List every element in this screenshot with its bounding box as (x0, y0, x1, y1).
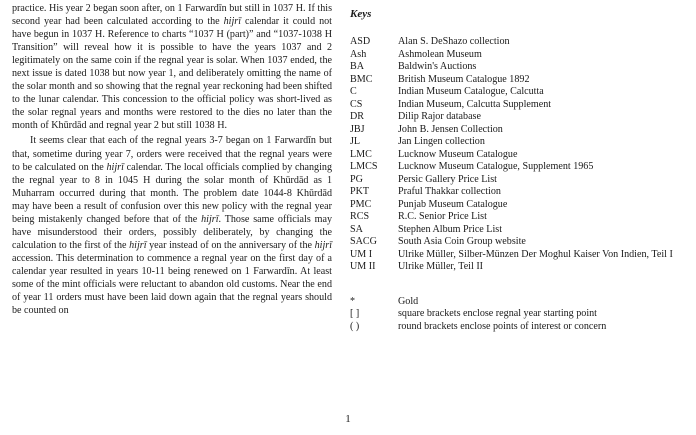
key-entry (350, 261, 690, 274)
key-definition: Baldwin's Auctions (398, 61, 477, 72)
key-abbreviation: CS (350, 98, 363, 110)
key-entry (350, 186, 690, 199)
text-segment: It seems clear that each of the regnal years 3-7 began on 1 Farwardīn but that, sometime during year 7, orders were received that the regnal years were to be calculated on the (12, 135, 332, 173)
key-entry (350, 36, 690, 49)
key-entry (350, 236, 690, 249)
keys-section (350, 8, 690, 333)
key-abbreviation: BA (350, 61, 365, 72)
key-abbreviation: BMC (350, 73, 373, 85)
italic-term: hijrī (106, 161, 124, 173)
key-definition: Punjab Museum Catalogue (398, 198, 508, 210)
text-segment: accession. This determination to commence a regnal year on the first day of a calendar year resulted in years 10-11 being renewed on 1 Farwardīn. At least some of the mint officials were reluctant to abandon old customs. Near the end of year 11 orders must have been laid down again that the regnal years should be counted on (12, 252, 332, 317)
text-segment: . Those same officials may have misunderstood their orders, possibly deliberately, by changing the calculation to the first of the (12, 213, 333, 251)
italic-term: hijrī (223, 16, 242, 28)
key-definition: Gold (398, 295, 419, 307)
key-definition: Praful Thakkar collection (398, 186, 501, 197)
key-definition: round brackets enclose points of interest or concern (398, 320, 607, 332)
key-abbreviation: JL (350, 136, 361, 147)
symbol-entry (350, 296, 690, 309)
keys-list (350, 36, 690, 274)
key-definition: Stephen Album Price List (398, 223, 503, 235)
key-definition: Ulrike Müller, Silber-Münzen Der Moghul Kaiser Von Indien, Teil I (398, 248, 673, 260)
key-abbreviation: SACG (350, 236, 377, 247)
key-entry (350, 149, 690, 162)
key-abbreviation: UM II (350, 261, 376, 272)
key-abbreviation: LMC (350, 148, 372, 160)
key-abbreviation: UM I (350, 248, 373, 260)
key-definition: Lucknow Museum Catalogue (398, 148, 518, 160)
key-definition: British Museum Catalogue 1892 (398, 73, 530, 85)
key-definition: Persic Gallery Price List (398, 173, 497, 185)
symbols-list (350, 296, 690, 334)
key-abbreviation: RCS (350, 211, 370, 222)
key-abbreviation: SA (350, 223, 363, 235)
key-entry (350, 136, 690, 149)
text-segment: practice. His year 2 began soon after, on 1 Farwardīn but still in 1037 H. If this second year had been calculated according to the (12, 3, 332, 28)
keys-heading: Keys (350, 8, 372, 20)
key-entry (350, 74, 690, 87)
key-entry (350, 161, 690, 174)
key-definition: Dilip Rajor database (398, 111, 481, 122)
key-abbreviation: ( ) (350, 320, 360, 332)
symbol-entry (350, 321, 690, 334)
body-text-column (12, 2, 332, 317)
key-entry (350, 99, 690, 112)
page-number: 1 (345, 413, 351, 425)
key-entry (350, 211, 690, 224)
key-definition: John B. Jensen Collection (398, 123, 503, 135)
text-segment: calendar. The local officials complied by changing the regnal year to 8 in 1045 H during the solar month of Khūrdād as 1 Muharram occurred during that month. The problem date 1044-8 Khūrdād may have been a result of confusion over this new policy with the regnal year being mistakenly changed before that of the (12, 161, 332, 225)
key-abbreviation: LMCS (350, 161, 378, 172)
italic-term: hijrī (314, 239, 333, 251)
key-entry (350, 124, 690, 137)
key-definition: Ashmolean Museum (398, 48, 482, 60)
key-abbreviation: C (350, 86, 357, 97)
key-abbreviation: DR (350, 111, 365, 122)
key-definition: Indian Museum Catalogue, Calcutta (398, 86, 544, 97)
key-abbreviation: ASD (350, 36, 371, 47)
key-abbreviation: * (350, 295, 356, 307)
text-segment: year instead of on the anniversary of the (146, 239, 315, 251)
key-abbreviation: PMC (350, 198, 372, 210)
key-definition: square brackets enclose regnal year starting point (398, 308, 597, 319)
key-definition: R.C. Senior Price List (398, 211, 487, 222)
keys-spacer (350, 274, 690, 296)
key-definition: Ulrike Müller, Teil II (398, 261, 484, 272)
paragraph-1 (12, 2, 332, 132)
key-definition: South Asia Coin Group website (398, 236, 526, 247)
key-abbreviation: PG (350, 173, 363, 185)
italic-term: hijrī (129, 239, 147, 251)
key-entry (350, 249, 690, 262)
text-segment: calendar it could not have begun in 1037 H. Reference to charts “1037 H (part)” and “1037-1038 H Transition” will reveal how it is possible to have the years 1037 and 2 legitimately on the same coin if the regnal year is solar. When 1037 ended, the next issue is dated 1038 but now year 1, and deliberately omitting the name of the solar month and so showing that the regnal year reckoning had been shifted to the lunar calendar. This concession to the official policy was short-lived as the solar regnal years and months were restored to the dies no later than the month of Khūrdād and regnal year 2 but still 1038 H. (12, 16, 332, 132)
key-definition: Alan S. DeShazo collection (398, 36, 510, 47)
key-definition: Jan Lingen collection (398, 136, 485, 147)
key-abbreviation: JBJ (350, 123, 365, 135)
key-definition: Indian Museum, Calcutta Supplement (398, 98, 552, 110)
key-abbreviation: Ash (350, 48, 367, 60)
key-entry (350, 224, 690, 237)
key-entry (350, 49, 690, 62)
key-entry (350, 199, 690, 212)
key-entry (350, 174, 690, 187)
key-entry (350, 111, 690, 124)
key-definition: Lucknow Museum Catalogue, Supplement 1965 (398, 161, 594, 172)
key-abbreviation: [ ] (350, 308, 360, 319)
key-entry (350, 61, 690, 74)
key-abbreviation: PKT (350, 186, 370, 197)
italic-term: hijrī (201, 213, 219, 225)
key-entry (350, 86, 690, 99)
paragraph-2 (12, 134, 332, 317)
symbol-entry (350, 308, 690, 321)
